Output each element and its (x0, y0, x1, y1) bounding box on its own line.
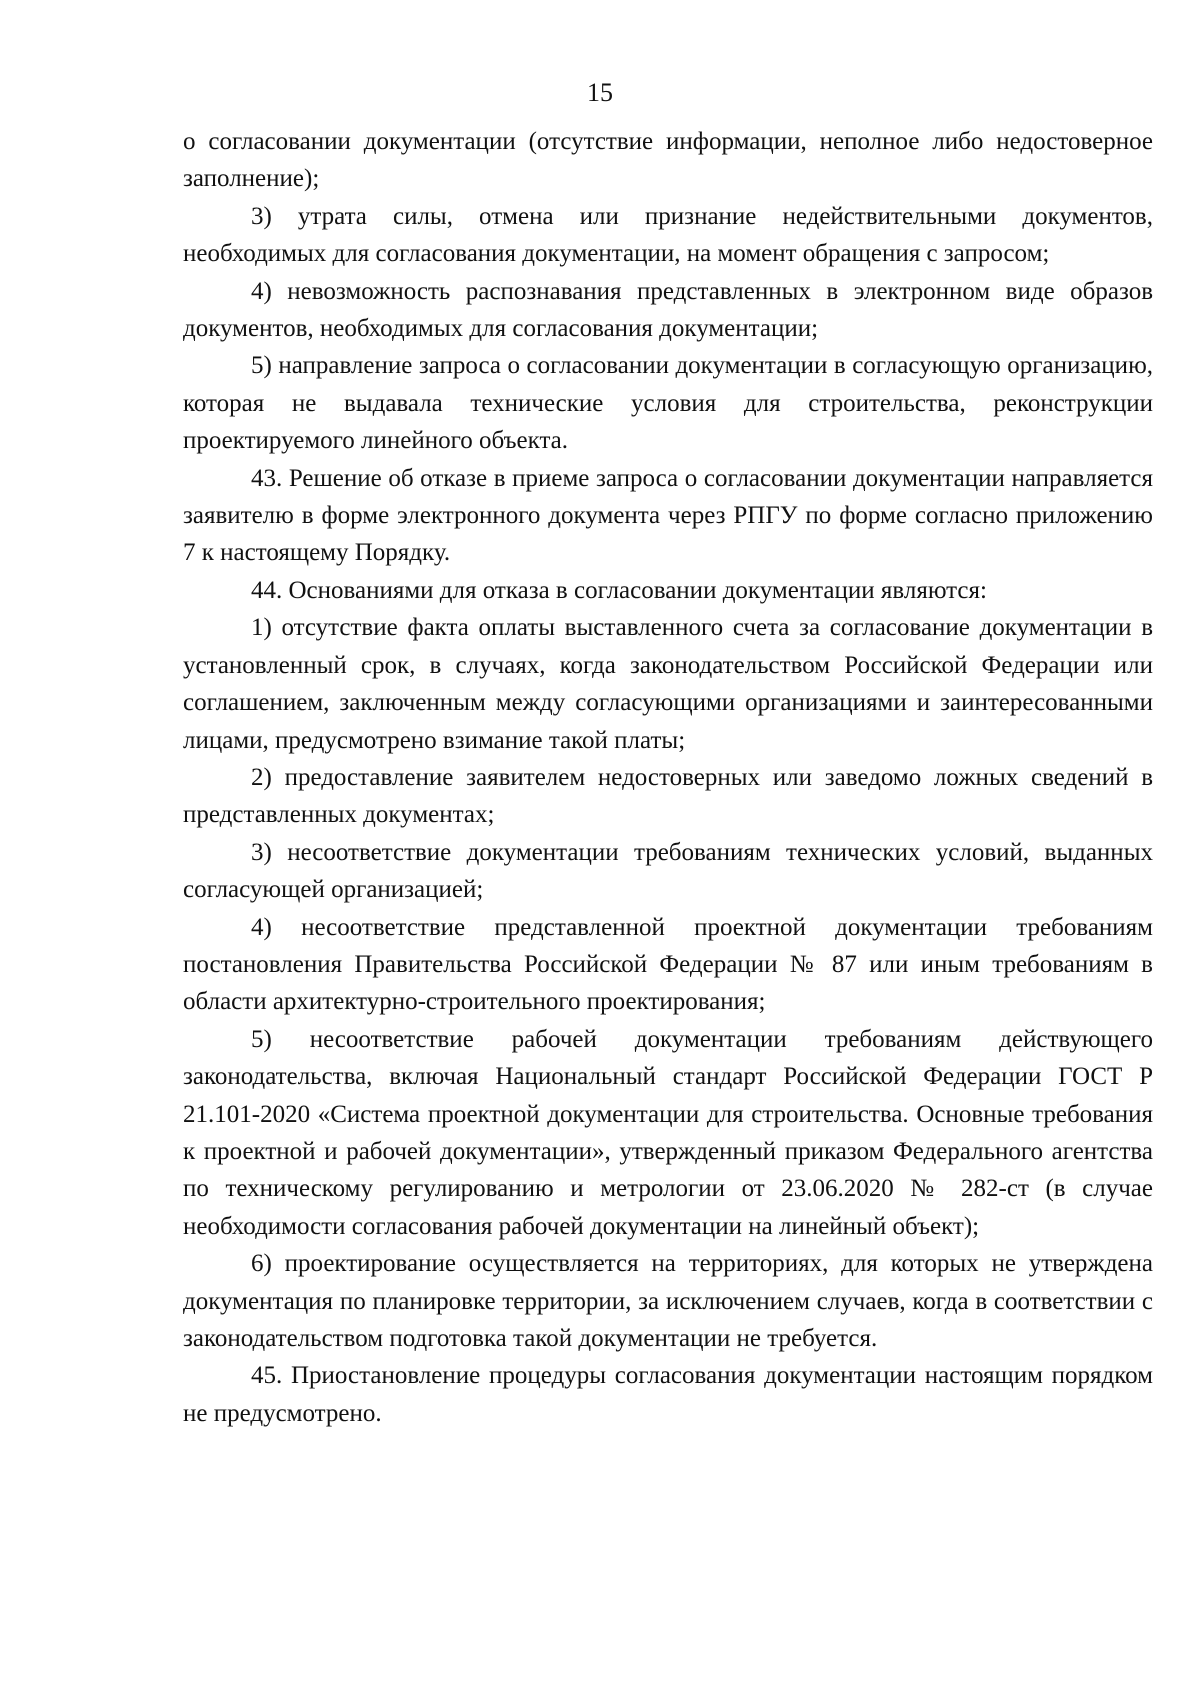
paragraph-44-item-4: 4) несоответствие представленной проектной документации требованиям постановления Правительства Российской Федерации № 87 или иным требованиям в области архитектурно-строительного проектирования; (183, 913, 1153, 1016)
paragraph-clause-44: 44. Основаниями для отказа в согласовании документации являются: (251, 576, 987, 604)
paragraph-44-item-5: 5) несоответствие рабочей документации требованиям действующего законодательства, включая Национальный стандарт Российской Федерации ГОСТ Р 21.101-2020 «Система проектной документации для строительства. Основные требования к проектной и рабочей документации», утвержденный приказом Федерального агентства по техническому регулированию и метрологии от 23.06.2020 № 282-ст (в случае необходимости согласования рабочей документации на линейный объект); (183, 1025, 1153, 1240)
paragraph-44-item-6: 6) проектирование осуществляется на территориях, для которых не утверждена документация по планировке территории, за исключением случаев, когда в соответствии с законодательством подготовка такой документации не требуется. (183, 1250, 1153, 1352)
document-body (183, 123, 1153, 1432)
paragraph-item-4: 4) невозможность распознавания представленных в электронном виде образов документов, необходимых для согласования документации; (183, 277, 1153, 343)
page-number: 15 (587, 78, 613, 107)
paragraph-clause-45: 45. Приостановление процедуры согласования документации настоящим порядком не предусмотрено. (183, 1362, 1153, 1427)
paragraph-44-item-2: 2) предоставление заявителем недостоверных или заведомо ложных сведений в представленных документах; (183, 763, 1153, 829)
paragraph-clause-43: 43. Решение об отказе в приеме запроса о согласовании документации направляется заявителю в форме электронного документа через РПГУ по форме согласно приложению 7 к настоящему Порядку. (183, 464, 1153, 567)
paragraph-44-item-1: 1) отсутствие факта оплаты выставленного счета за согласование документации в установленный срок, в случаях, когда законодательством Российской Федерации или соглашением, заключенным между согласующими организациями и заинтересованными лицами, предусмотрено взимание такой платы; (183, 614, 1153, 754)
paragraph-item-3: 3) утрата силы, отмена или признание недействительными документов, необходимых для согласования документации, на момент обращения с запросом; (183, 202, 1153, 268)
paragraph-44-item-3: 3) несоответствие документации требованиям технических условий, выданных согласующей организацией; (183, 838, 1153, 904)
paragraph-item-5: 5) направление запроса о согласовании документации в согласующую организацию, которая не выдавала технические условия для строительства, реконструкции проектируемого линейного объекта. (183, 352, 1153, 455)
paragraph-continuation: о согласовании документации (отсутствие информации, неполное либо недостоверное заполнение); (183, 128, 1153, 193)
